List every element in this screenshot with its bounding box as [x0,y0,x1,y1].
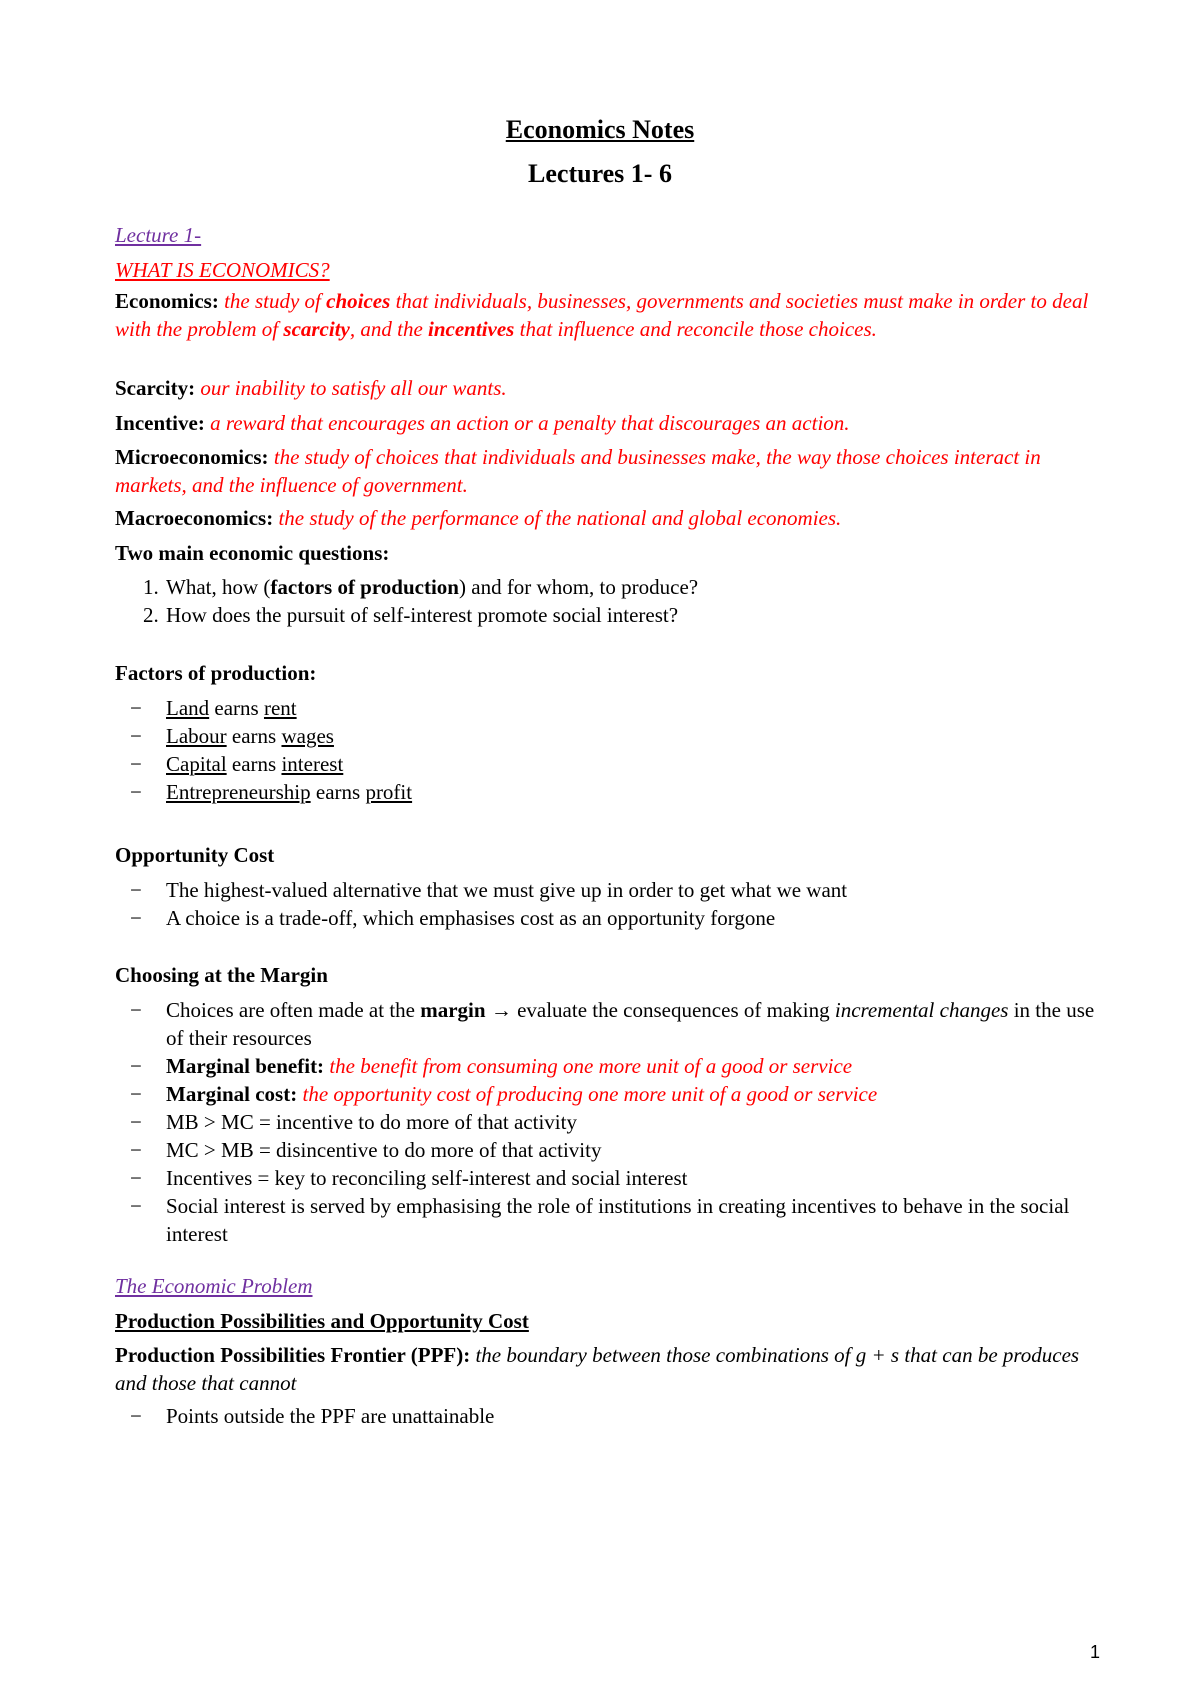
margin-text: Incentives = key to reconciling self-interest and social interest [166,1166,688,1190]
list-item [115,904,1100,932]
arrow-right-icon: → [485,998,518,1022]
dash-bullet: − [130,752,142,776]
question-1-text: What, how ( [166,575,271,599]
dash-bullet: − [130,1166,142,1190]
definition-ppf-text: the boundary between those combinations of g + s that can be produces and those that cannot [115,1343,1080,1395]
list-item [115,1192,1100,1248]
definition-scarcity-text: our inability to satisfy all our wants. [200,376,507,400]
margin-text: Choices are often made at the [166,998,421,1022]
definition-microeconomics [115,443,1095,499]
dash-bullet: − [130,780,142,804]
list-item [115,722,1100,750]
list-item [115,694,1100,722]
earns-word: earns [226,724,282,748]
term-microeconomics: Microeconomics: [115,445,269,469]
keyword-incentives: incentives [428,317,515,341]
ppf-list [115,1402,1100,1430]
heading-choosing-margin: Choosing at the Margin [115,963,328,987]
definition-text-1: the study of [224,289,327,313]
section-title-what-is-economics: WHAT IS ECONOMICS? [115,258,330,282]
factor-reward: profit [365,780,413,804]
margin-text: MB > MC = incentive to do more of that activity [166,1110,577,1134]
earns-word: earns [310,780,366,804]
dash-bullet: − [130,1404,142,1428]
term-marginal-cost: Marginal cost: [166,1082,298,1106]
list-item [115,573,1095,601]
question-1-text-end: ) and for whom, to produce? [459,575,699,599]
definition-text-4: that influence and reconcile those choices. [514,317,877,341]
dash-bullet: − [130,1138,142,1162]
heading-opportunity-cost: Opportunity Cost [115,843,275,867]
ppf-item-text: Points outside the PPF are unattainable [166,1404,495,1428]
dash-bullet: − [130,1110,142,1134]
margin-list [115,996,1100,1248]
definition-macroeconomics-text: the study of the performance of the national and global economies. [278,506,842,530]
list-item [115,1402,1100,1430]
definition-incentive [115,409,1095,437]
list-item [115,996,1100,1052]
list-item [115,750,1100,778]
dash-bullet: − [130,1054,142,1078]
dash-bullet: − [130,1194,142,1218]
term-scarcity: Scarcity: [115,376,196,400]
definition-marginal-benefit: the benefit from consuming one more unit of a good or service [324,1054,853,1078]
factor-name: Entrepreneurship [166,780,311,804]
factor-name: Land [166,696,210,720]
definition-text-2: that individuals, businesses, governments and societies must make in order to deal with the problem of [115,289,1089,341]
earns-word: earns [209,696,264,720]
dash-bullet: − [130,998,142,1022]
factor-name: Labour [166,724,227,748]
list-item [115,1080,1100,1108]
opportunity-item-text: A choice is a trade-off, which emphasises cost as an opportunity forgone [166,906,776,930]
definition-ppf [115,1341,1095,1397]
factor-name: Capital [166,752,227,776]
dash-bullet: − [130,906,142,930]
definition-economics [115,287,1095,343]
keyword-scarcity: scarcity [283,317,350,341]
document-title: Economics Notes [505,115,695,144]
document-subtitle: Lectures 1- 6 [528,159,672,188]
term-economics: Economics: [115,289,219,313]
list-item [115,601,1095,629]
page-number: 1 [1089,1642,1100,1662]
list-number: 1. [143,575,159,599]
opportunity-item-text: The highest-valued alternative that we must give up in order to get what we want [166,878,848,902]
dash-bullet: − [130,878,142,902]
factor-reward: interest [281,752,344,776]
questions-list [115,573,1095,629]
definition-text-3: , and the [349,317,429,341]
dash-bullet: − [130,1082,142,1106]
heading-two-questions: Two main economic questions: [115,541,390,565]
list-item [115,778,1100,806]
margin-italic-phrase: incremental changes [834,998,1009,1022]
term-macroeconomics: Macroeconomics: [115,506,274,530]
dash-bullet: − [130,696,142,720]
earns-word: earns [226,752,282,776]
heading-factors: Factors of production: [115,661,317,685]
list-item [115,1164,1100,1192]
term-incentive: Incentive: [115,411,205,435]
list-item [115,1136,1100,1164]
term-marginal-benefit: Marginal benefit: [166,1054,325,1078]
margin-text: MC > MB = disincentive to do more of that activity [166,1138,602,1162]
lecture-label: Lecture 1- [115,223,202,247]
section-title-economic-problem: The Economic Problem [115,1274,313,1298]
margin-text: evaluate the consequences of making [517,998,835,1022]
list-item [115,1108,1100,1136]
margin-keyword: margin [420,998,486,1022]
factors-list [115,694,1100,806]
list-item [115,876,1100,904]
definition-incentive-text: a reward that encourages an action or a penalty that discourages an action. [210,411,850,435]
definition-marginal-cost: the opportunity cost of producing one more unit of a good or service [297,1082,878,1106]
question-1-keyword: factors of production [270,575,459,599]
margin-text: in the use of their resources [166,998,1095,1050]
margin-text: Social interest is served by emphasising the role of institutions in creating incentives to behave in the social interest [166,1194,1070,1246]
definition-macroeconomics [115,504,1095,532]
question-2-text: How does the pursuit of self-interest promote social interest? [166,603,679,627]
definition-scarcity [115,374,1095,402]
factor-reward: rent [263,696,297,720]
term-ppf: Production Possibilities Frontier (PPF): [115,1343,471,1367]
list-item [115,1052,1100,1080]
list-number: 2. [143,603,159,627]
dash-bullet: − [130,724,142,748]
heading-production-possibilities: Production Possibilities and Opportunity Cost [115,1309,529,1333]
opportunity-list [115,876,1100,932]
definition-microeconomics-text: the study of choices that individuals and businesses make, the way those choices interact in markets, and the influence of government. [115,445,1041,497]
keyword-choices: choices [326,289,391,313]
factor-reward: wages [281,724,334,748]
